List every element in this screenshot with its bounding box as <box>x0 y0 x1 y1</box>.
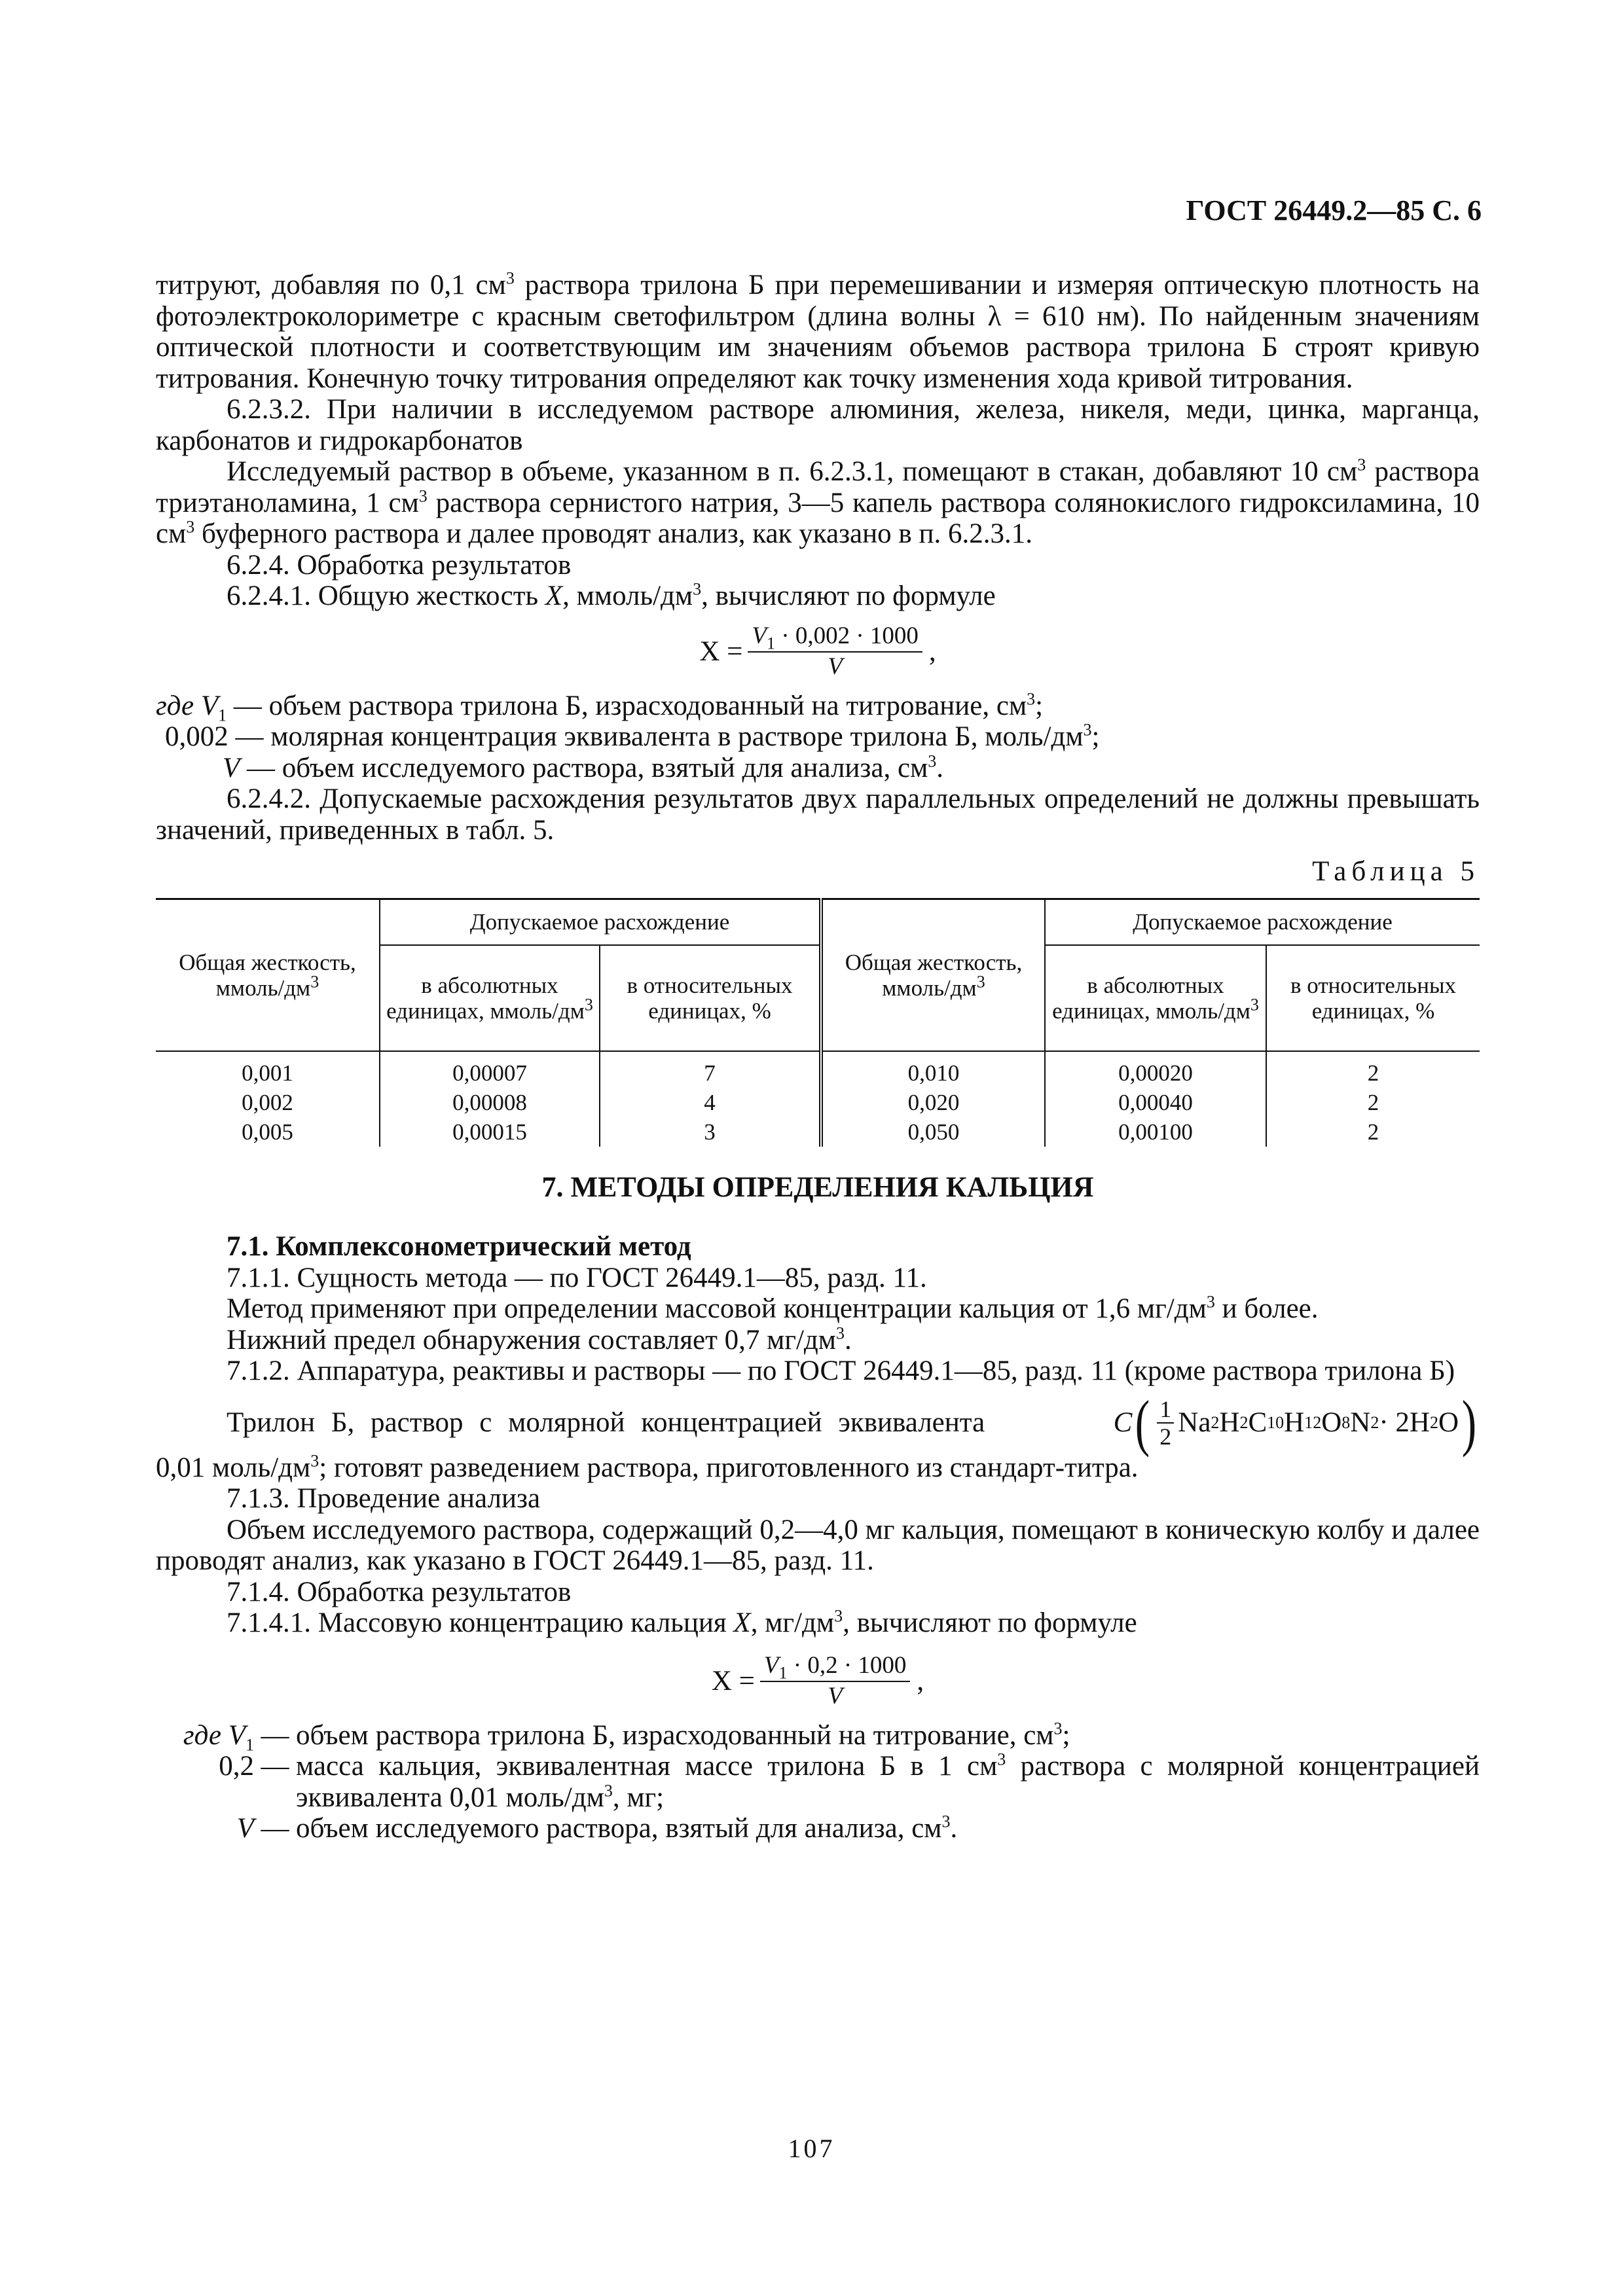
paragraph-solution-prep: Исследуемый раствор в объеме, указанном в п. 6.2.3.1, помещают в стакан, добавляют 10 $см^3$ раствора триэтаноламина, 1 $см^3$ раствора сернистого натрия, 3—5 капель раствора солянокислого гидроксиламина, 10 $см^3$ буферного раствора и далее проводят анализ, как указано в п. 6.2.3.1. <box>156 455 1480 549</box>
legend-row: где $V_1$ — объем раствора трилона Б, израсходованный на титрование, $см^3$; <box>156 689 1044 725</box>
table-cell-rel-right: 2 2 2 <box>1367 1060 1379 1145</box>
table-header-abs-left: в абсолютных единицах, ммоль/$дм^3$ <box>380 945 600 1051</box>
paragraph-trilon-concentration: 0,01 моль/$дм^3$; готовят разведением раствора, приготовленного из стандарт-титра. <box>156 1451 1139 1483</box>
paragraph-6-2-4: 6.2.4. Обработка результатов <box>227 549 572 581</box>
table-cell-hardness-right: 0,010 0,020 0,050 <box>821 1051 1045 1147</box>
paragraph-7-1-4: 7.1.4. Обработка результатов <box>227 1576 572 1607</box>
legend-row: V — объем исследуемого раствора, взятый для анализа, $см^3$. <box>236 1812 958 1844</box>
table-cell-abs-left: 0,00007 0,00008 0,00015 <box>380 1051 600 1147</box>
paragraph-detection-limit: Нижний предел обнаружения составляет 0,7 $мг/дм^3$. <box>227 1323 852 1355</box>
legend-formula-2 <box>156 1720 1480 1844</box>
paragraph-method-range: Метод применяют при определении массовой концентрации кальция от 1,6 $мг/дм^3$ и более. <box>227 1292 1319 1324</box>
paragraph-titration: титруют, добавляя по 0,1 $см^3$ раствора трилона Б при перемешивании и измеряя оптическую плотность на фотоэлектроколориметре с красным светофильтром (длина волны λ = 610 нм). По найденным значениям оптической плотности и соответствующим им значениям объемов раствора трилона Б строят кривую титрования. Конечную точку титрования определяют как точку изменения хода кривой титрования. <box>156 268 1480 394</box>
trilon-formula: C ( 1 2 Na 2 H 2 C 10 H 12 O 8 N 2 · 2H 2 O ) <box>1113 1387 1477 1458</box>
table-header-rel-right: в относительных единицах, % <box>1266 945 1480 1051</box>
legend-row: 0,2 — масса кальция, эквивалентная массе трилона Б в 1 $см^3$ раствора с молярной концентрацией эквивалента 0,01 моль/$дм^3$, мг; <box>219 1749 1480 1813</box>
paragraph-6-2-4-2: 6.2.4.2. Допускаемые расхождения результатов двух параллельных определений не должны превышать значений, приведенных в табл. 5. <box>156 783 1480 846</box>
table-5 <box>156 898 1480 1147</box>
section-title-7: 7. МЕТОДЫ ОПРЕДЕЛЕНИЯ КАЛЬЦИЯ <box>541 1170 1094 1203</box>
trilon-line: Трилон Б, раствор с молярной концентрацией эквивалента C ( 1 2 Na 2 H 2 C 10 H 12 O 8 N 2 · 2H 2 O ) <box>156 1393 1480 1452</box>
table-header-allowed-right: Допускаемое расхождение <box>1133 909 1393 935</box>
table-header-hardness-right: Общая жесткость, ммоль/$дм^3$ <box>821 899 1045 1051</box>
legend-row: V — объем исследуемого раствора, взятый для анализа, $см^3$. <box>223 751 944 783</box>
paragraph-7-1-4-1: 7.1.4.1. Массовую концентрацию кальция X, $мг/дм^3$, вычисляют по формуле <box>227 1606 1137 1638</box>
formula-total-hardness: X = $\frac{V_1 \cdot 0,002 \cdot 1000}{V}$ , <box>699 622 936 680</box>
paragraph-6-2-4-1: 6.2.4.1. Общую жесткость X, ммоль/$дм^3$, вычисляют по формуле <box>227 579 996 611</box>
page-number: 107 <box>788 2134 835 2163</box>
paragraph-analysis: Объем исследуемого раствора, содержащий 0,2—4,0 мг кальция, помещают в коническую колбу и далее проводят анализ, как указано в ГОСТ 26449.1—85, разд. 11. <box>156 1514 1480 1576</box>
table-header-hardness-left: Общая жесткость, ммоль/$дм^3$ <box>156 899 380 1051</box>
table-header-abs-right: в абсолютных единицах, ммоль/$дм^3$ <box>1045 945 1266 1051</box>
paragraph-7-1-1: 7.1.1. Сущность метода — по ГОСТ 26449.1—85, разд. 11. <box>227 1262 927 1293</box>
legend-row: 0,002 — молярная концентрация эквивалента в растворе трилона Б, моль/$дм^3$; <box>165 720 1100 752</box>
formula-calcium: X = $\frac{V_1 \cdot 0,2 \cdot 1000}{V}$ , <box>711 1651 924 1710</box>
table-caption: Таблица 5 <box>1312 856 1480 887</box>
heading-7-1: 7.1. Комплексонометрический метод <box>227 1231 691 1262</box>
running-header: ГОСТ 26449.2—85 С. 6 <box>1186 194 1482 226</box>
formula-fraction: $\frac{V_1 \cdot 0,002 \cdot 1000}{V}$ <box>748 622 922 681</box>
paragraph-7-1-2: 7.1.2. Аппаратура, реактивы и растворы — по ГОСТ 26449.1—85, разд. 11 (кроме раствора трилона Б) <box>227 1355 1455 1386</box>
table-cell-rel-left: 7 4 3 <box>600 1051 821 1147</box>
paragraph-7-1-3: 7.1.3. Проведение анализа <box>227 1483 541 1514</box>
table-cell-hardness-left: 0,001 0,002 0,005 <box>156 1051 380 1147</box>
legend-row: где $V_1$ — объем раствора трилона Б, израсходованный на титрование, $см^3$; <box>183 1719 1070 1755</box>
table-cell-abs-right: 0,00020 0,00040 0,00100 <box>1045 1051 1266 1147</box>
table-header-allowed-left: Допускаемое расхождение <box>380 899 821 945</box>
page-body <box>156 270 1480 1844</box>
legend-formula-1 <box>156 691 1480 784</box>
table-row <box>156 1051 1480 1147</box>
formula-fraction: $\frac{V_1 \cdot 0,2 \cdot 1000}{V}$ <box>760 1652 911 1711</box>
paragraph-6-2-3-2: 6.2.3.2. При наличии в исследуемом растворе алюминия, железа, никеля, меди, цинка, марганца, карбонатов и гидрокарбонатов <box>156 394 1480 456</box>
table-header-rel-left: в относительных единицах, % <box>600 945 821 1051</box>
